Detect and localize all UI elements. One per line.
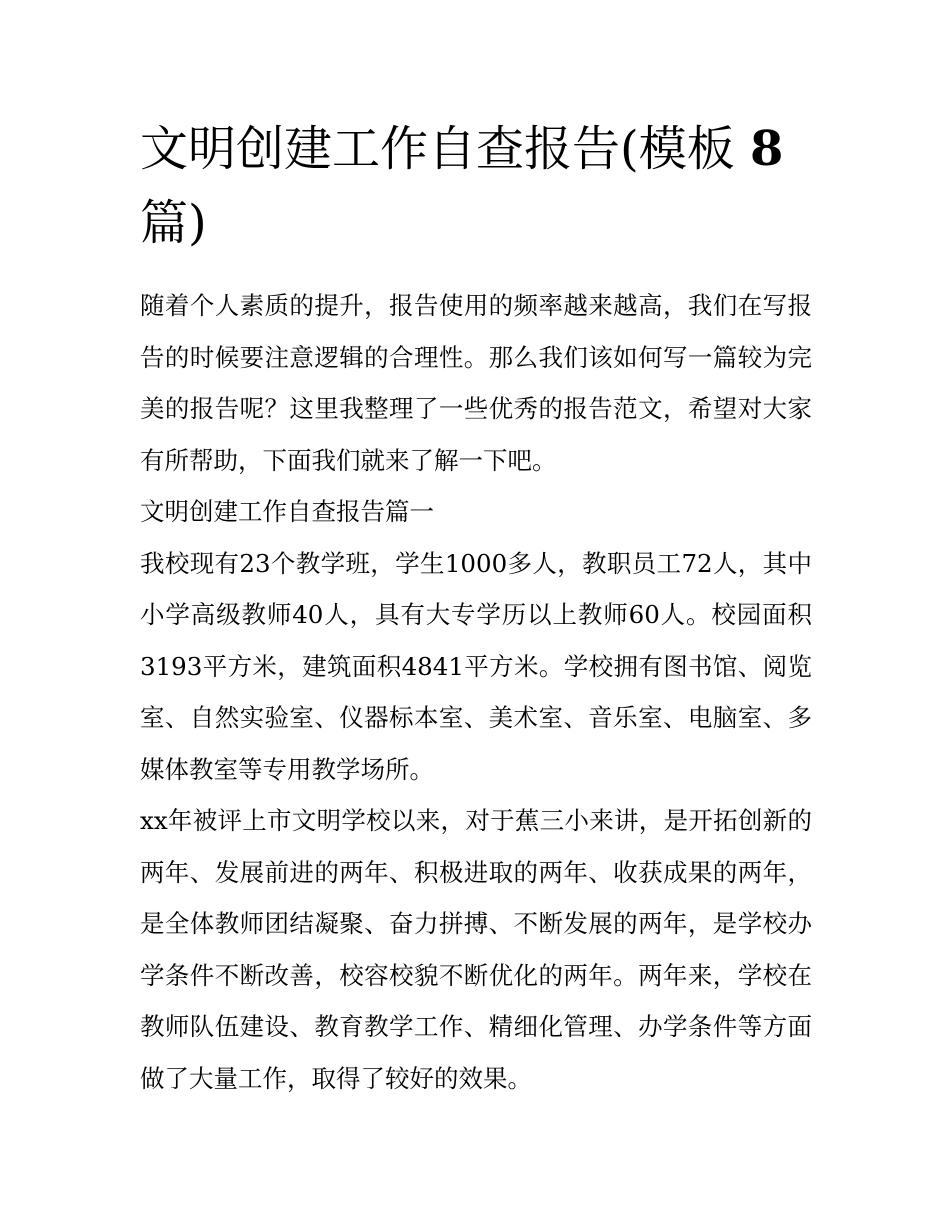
intro-paragraph: 随着个人素质的提升，报告使用的频率越来越高，我们在写报告的时候要注意逻辑的合理性。那么我们该如何写一篇较为完美的报告呢？这里我整理了一些优秀的报告范文，希望对大家有所帮助，下面我们就来了解一下吧。 — [140, 291, 812, 475]
title-main: 文明创建工作自查报告(模板 — [140, 121, 750, 177]
body-paragraph: 我校现有23个教学班，学生1000多人，教职员工72人，其中小学高级教师40人，具有大专学历以上教师60人。校园面积3193平方米，建筑面积4841平方米。学校拥有图书馆、阅览室、自然实验室、仪器标本室、美术室、音乐室、电脑室、多媒体教室等专用教学场所。 — [140, 548, 812, 784]
document-title — [140, 112, 812, 260]
title-rest: 篇) — [140, 195, 207, 251]
section-heading: 文明创建工作自查报告篇一 — [140, 497, 434, 526]
body-paragraph: xx年被评上市文明学校以来，对于蕉三小来讲，是开拓创新的两年、发展前进的两年、积极进取的两年、收获成果的两年，是全体教师团结凝聚、奋力拼搏、不断发展的两年，是学校办学条件不断改善，校容校貌不断优化的两年。两年来，学校在教师队伍建设、教育教学工作、精细化管理、办学条件等方面做了大量工作，取得了较好的效果。 — [140, 806, 812, 1093]
title-number: 8 — [750, 121, 784, 177]
document-content — [140, 112, 812, 1104]
